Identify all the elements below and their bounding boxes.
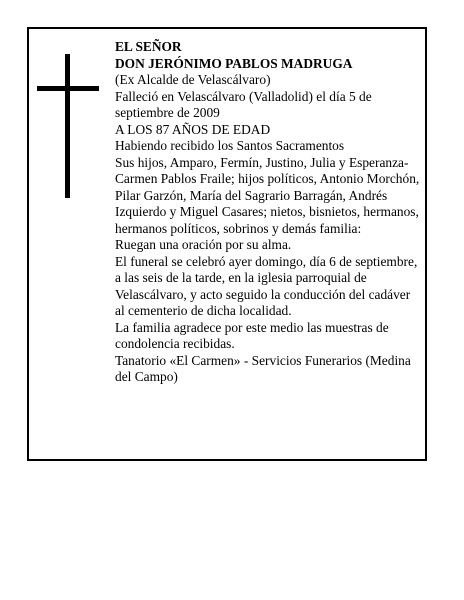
former-title: (Ex Alcalde de Velascálvaro) [115,72,271,87]
cross-icon [37,54,99,198]
deceased-name: DON JERÓNIMO PABLOS MADRUGA [115,55,353,71]
funeral-details: El funeral se celebró ayer domingo, día 6 de septiembre, a las seis de la tarde, en la iglesia parroquial de Velascálvaro, y acto seguido la conducción del cadáver al cementerio de dicha localidad. [115,253,418,318]
obituary-text [115,39,421,386]
age-line: A LOS 87 AÑOS DE EDAD [115,121,271,137]
cross-vertical-bar [65,54,70,198]
funeral-home: Tanatorio «El Carmen» - Servicios Funerarios (Medina del Campo) [115,352,411,384]
prayer-request: Ruegan una oración por su alma. [115,237,292,252]
death-details: Falleció en Velascálvaro (Valladolid) el día 5 de septiembre de 2009 [115,88,372,120]
sacraments-line: Habiendo recibido los Santos Sacramentos [115,138,345,153]
thanks-message: La familia agradece por este medio las muestras de condolencia recibidas. [115,319,389,351]
cross-horizontal-bar [37,86,99,91]
family-list: Sus hijos, Amparo, Fermín, Justino, Julia y Esperanza-Carmen Pablos Fraile; hijos políticos, Antonio Morchón, Pilar Garzón, María del Sagrario Barragán, Andrés Izquierdo y Miguel Casares; nietos, bisnietos, hermanos, hermanos políticos, sobrinos y demás familia: [115,154,420,236]
heading-title: EL SEÑOR [115,39,182,54]
